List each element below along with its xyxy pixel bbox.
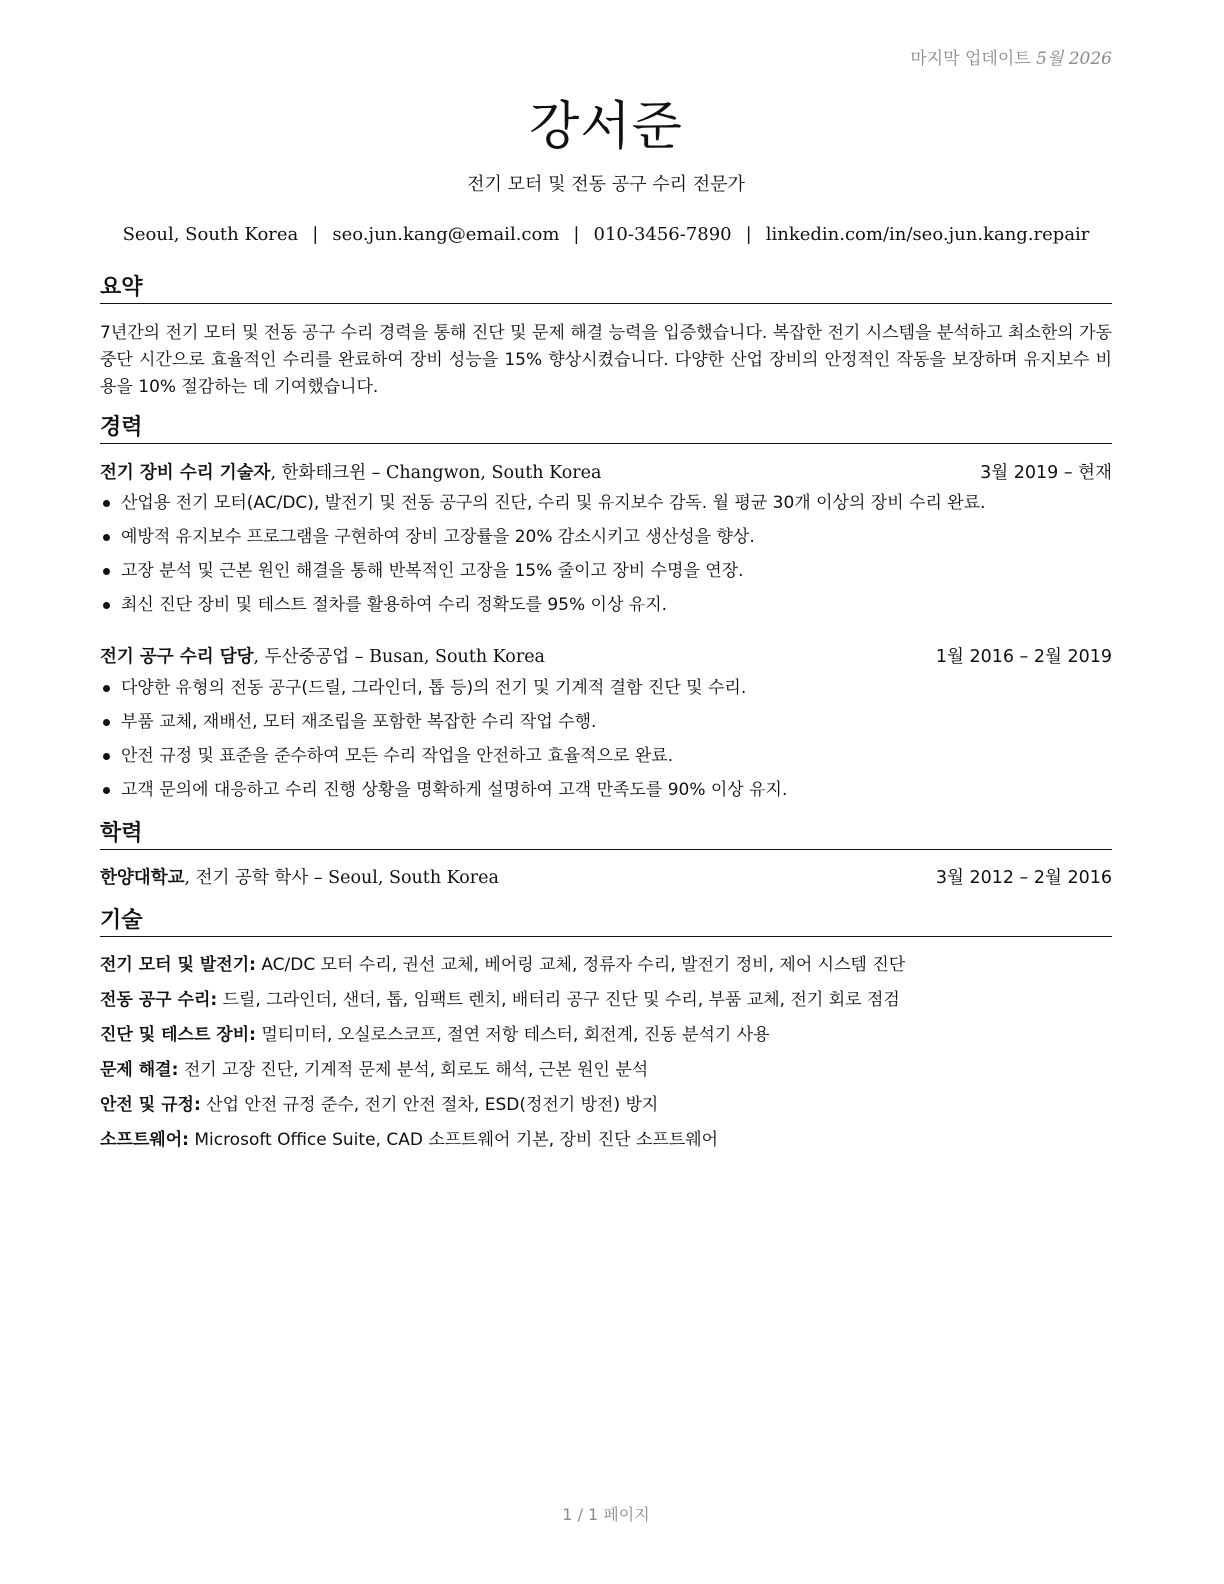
page-number: 1 / 1 페이지	[562, 1505, 650, 1524]
section-title-education: 학력	[100, 820, 1112, 850]
job-location: Changwon, South Korea	[386, 463, 602, 483]
list-item: 고장 분석 및 근본 원인 해결을 통해 반복적인 고장을 15% 줄이고 장비 수명을 연장.	[100, 559, 1112, 593]
list-item: 산업용 전기 모터(AC/DC), 발전기 및 전동 공구의 진단, 수리 및 유지보수 감독. 월 평균 30개 이상의 장비 수리 완료.	[100, 491, 1112, 525]
contact-line	[100, 224, 1112, 245]
summary-text: 7년간의 전기 모터 및 전동 공구 수리 경력을 통해 진단 및 문제 해결 능력을 입증했습니다. 복잡한 전기 시스템을 분석하고 최소한의 가동 중단 시간으로 효율적인 수리를 완료하여 장비 성능을 15% 향상시켰습니다. 다양한 산업 장비의 안정적인 작동을 보장하며 유지보수 비용을 10% 절감하는 데 기여했습니다.	[100, 323, 1112, 397]
skill-value: 멀티미터, 오실로스코프, 절연 저항 테스터, 회전계, 진동 분석기 사용	[261, 1025, 770, 1045]
skill-row	[100, 953, 1112, 988]
list-item: 부품 교체, 재배선, 모터 재조립을 포함한 복잡한 수리 작업 수행.	[100, 710, 1112, 744]
contact-phone: 010-3456-7890	[593, 224, 732, 245]
section-title-experience: 경력	[100, 414, 1112, 444]
experience-bullets	[100, 676, 1112, 812]
job-dates: 1월 2016 – 2월 2019	[935, 647, 1112, 667]
skill-value: 전기 고장 진단, 기계적 문제 분석, 회로도 해석, 근본 원인 분석	[183, 1060, 649, 1080]
company-name: 두산중공업	[264, 647, 350, 667]
degree: 전기 공학 학사	[195, 868, 309, 888]
list-item: 고객 문의에 대응하고 수리 진행 상황을 명확하게 설명하여 고객 만족도를 90% 이상 유지.	[100, 778, 1112, 812]
skill-label: 전동 공구 수리:	[100, 990, 218, 1010]
skill-label: 소프트웨어:	[100, 1130, 189, 1150]
candidate-headline: 전기 모터 및 전동 공구 수리 전문가	[467, 174, 745, 195]
experience-bullets	[100, 491, 1112, 627]
last-updated	[910, 44, 1112, 69]
skill-label: 전기 모터 및 발전기:	[100, 955, 256, 975]
resume-page: 마지막 업데이트 5월 2026 강서준 전기 모터 및 전동 공구 수리 전문가 Seoul, South Korea | seo.jun.kang@email.com | 010-3456-7890 | linkedin.com/in/seo.jun.kang.repair 요약 7년간의 전기 모터 및 전동 공구 수리 경력을 통해 진단 및 문제 해결 능력을 입증했습니다. 복잡한 전기 시스템을 분석하고 최소한의 가동 중단 시간으로 효율적인 수리를 완료하여 장비 성능을 15% 향상시켰습니다. 다양한 산업 장비의 안정적인 작동을 보장하며 유지보수 비용을 10% 절감하는 데 기여했습니다. 경력 전기 장비 수리 기술자, 한화테크윈 – Changwon, South Korea 3월 2019 – 현재 산업용 전기 모터(AC/DC), 발전기 및 전동 공구의 진단, 수리 및 유지보수 감독. 월 평균 30개 이상의 장비 수리 완료. 예방적 유지보수 프로그램을 구현하여 장비 고장률을 20% 감소시키고 생산성을 향상. 고장 분석 및 근본 원인 해결을 통해 반복적인 고장을 15% 줄이고 장비 수명을 연장. 최신 진단 장비 및 테스트 절차를 활용하여 수리 정확도를 95% 이상 유지. 전기 공구 수리 담당, 두산중공업 – Busan, South Korea 1월 2016 – 2월 2019 다양한 유형의 전동 공구(드릴, 그라인더, 톱 등)의 전기 및 기계적 결함 진단 및 수리. 부품 교체, 재배선, 모터 재조립을 포함한 복잡한 수리 작업 수행. 안전 규정 및 표준을 준수하여 모든 수리 작업을 안전하고 효율적으로 완료. 고객 문의에 대응하고 수리 진행 상황을 명확하게 설명하여 고객 만족도를 90% 이상 유지. 학력 한양대학교, 전기 공학 학사 – Seoul, South Korea 3월 2012 – 2월 2016 기술 전기 모터 및 발전기: AC/DC 모터 수리, 권선 교체, 베어링 교체, 정류자 수리, 발전기 정비, 제어 시스템 진단 전동 공구 수리: 드릴, 그라인더, 샌더, 톱, 임팩트 렌치, 배터리 공구 진단 및 수리, 부품 교체, 전기 회로 점검 진단 및 테스트 장비: 멀티미터, 오실로스코프, 절연 저항 테스터, 회전계, 진동 분석기 사용 문제 해결: 전기 고장 진단, 기계적 문제 분석, 회로도 해석, 근본 원인 분석 안전 및 규정: 산업 안전 규정 준수, 전기 안전 절차, ESD(정전기 방전) 방지 소프트웨어: Microsoft Office Suite, CAD 소프트웨어 기본, 장비 진단 소프트웨어 1 / 1 페이지	[100, 0, 1112, 1584]
last-updated-label: 마지막 업데이트	[910, 49, 1031, 69]
contact-separator: |	[573, 224, 580, 245]
job-location: Busan, South Korea	[369, 647, 545, 667]
skill-row	[100, 1023, 1112, 1058]
job-dates: 3월 2019 – 현재	[980, 463, 1112, 483]
skill-value: AC/DC 모터 수리, 권선 교체, 베어링 교체, 정류자 수리, 발전기 정비, 제어 시스템 진단	[261, 955, 906, 975]
school-name: 한양대학교	[100, 868, 185, 888]
job-title: 전기 공구 수리 담당	[100, 647, 254, 667]
list-item: 다양한 유형의 전동 공구(드릴, 그라인더, 톱 등)의 전기 및 기계적 결함 진단 및 수리.	[100, 676, 1112, 710]
candidate-name: 강서준	[529, 97, 683, 157]
skills-list	[100, 953, 1112, 1163]
school-location: Seoul, South Korea	[328, 868, 499, 888]
skill-label: 진단 및 테스트 장비:	[100, 1025, 256, 1045]
skill-label: 안전 및 규정:	[100, 1095, 201, 1115]
contact-separator: |	[312, 224, 319, 245]
contact-location: Seoul, South Korea	[122, 224, 299, 245]
skill-value: 산업 안전 규정 준수, 전기 안전 절차, ESD(정전기 방전) 방지	[206, 1095, 659, 1115]
skill-row	[100, 988, 1112, 1023]
section-title-summary: 요약	[100, 274, 1112, 304]
contact-email[interactable]: seo.jun.kang@email.com	[332, 224, 560, 245]
list-item: 안전 규정 및 표준을 준수하여 모든 수리 작업을 안전하고 효율적으로 완료.	[100, 744, 1112, 778]
list-item: 최신 진단 장비 및 테스트 절차를 활용하여 수리 정확도를 95% 이상 유지.	[100, 593, 1112, 627]
education-dates: 3월 2012 – 2월 2016	[935, 868, 1112, 888]
skill-row	[100, 1093, 1112, 1128]
last-updated-date: 5월 2026	[1036, 49, 1112, 69]
skill-value: 드릴, 그라인더, 샌더, 톱, 임팩트 렌치, 배터리 공구 진단 및 수리, 부품 교체, 전기 회로 점검	[222, 990, 900, 1010]
section-title-skills: 기술	[100, 907, 1112, 937]
skill-row	[100, 1058, 1112, 1093]
skill-value: Microsoft Office Suite, CAD 소프트웨어 기본, 장비 진단 소프트웨어	[194, 1130, 719, 1150]
contact-separator: |	[745, 224, 752, 245]
skill-row	[100, 1128, 1112, 1163]
job-title: 전기 장비 수리 기술자	[100, 463, 271, 483]
list-item: 예방적 유지보수 프로그램을 구현하여 장비 고장률을 20% 감소시키고 생산성을 향상.	[100, 525, 1112, 559]
skill-label: 문제 해결:	[100, 1060, 179, 1080]
company-name: 한화테크윈	[281, 463, 367, 483]
contact-linkedin[interactable]: linkedin.com/in/seo.jun.kang.repair	[765, 224, 1090, 245]
